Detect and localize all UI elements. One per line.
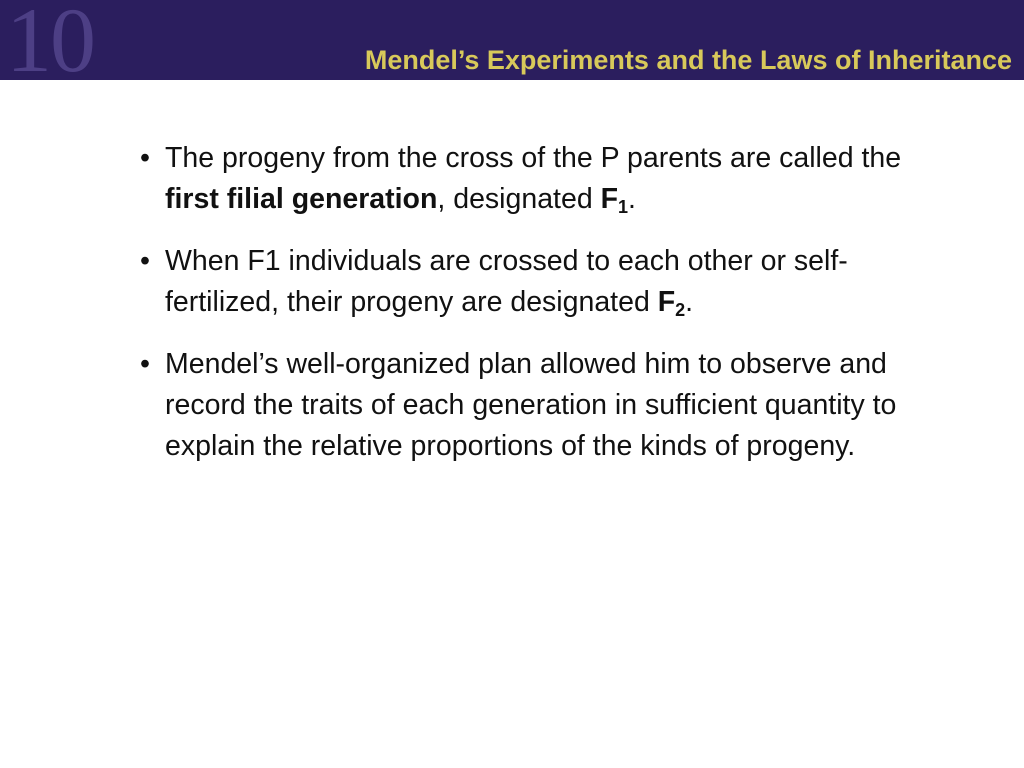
header-bar bbox=[0, 0, 1024, 91]
bullet-1-symbol: F bbox=[600, 183, 619, 215]
bullet-mark: • bbox=[140, 245, 150, 277]
bullet-mark: • bbox=[140, 348, 150, 380]
slide-body bbox=[140, 138, 920, 488]
bullet-item-1 bbox=[140, 138, 920, 220]
bullet-1-subscript: 1 bbox=[618, 197, 629, 217]
bullet-1-bold-term: first filial generation bbox=[165, 183, 438, 215]
bullet-3-text: Mendel’s well-organized plan allowed him to observe and record the traits of each generation in sufficient quantity to explain the relative proportions of the kinds of progeny. bbox=[165, 348, 897, 462]
bullet-item-2 bbox=[140, 241, 920, 323]
slide-title: Mendel’s Experiments and the Laws of Inheritance bbox=[364, 45, 1012, 75]
bullet-2-text-start: When F1 individuals are crossed to each other or self-fertilized, their progeny are designated bbox=[165, 245, 848, 318]
bullet-1-text-end: . bbox=[628, 183, 636, 215]
bullet-1-text-start: The progeny from the cross of the P parents are called the bbox=[165, 142, 902, 174]
bullet-item-3 bbox=[140, 344, 920, 467]
bullet-2-subscript: 2 bbox=[675, 300, 686, 320]
bullet-mark: • bbox=[140, 142, 150, 174]
bullet-2-text-end: . bbox=[685, 286, 694, 318]
bullet-1-text-mid: , designated bbox=[437, 183, 601, 215]
bullet-2-symbol: F bbox=[657, 286, 676, 318]
chapter-number: 10 bbox=[6, 0, 94, 91]
